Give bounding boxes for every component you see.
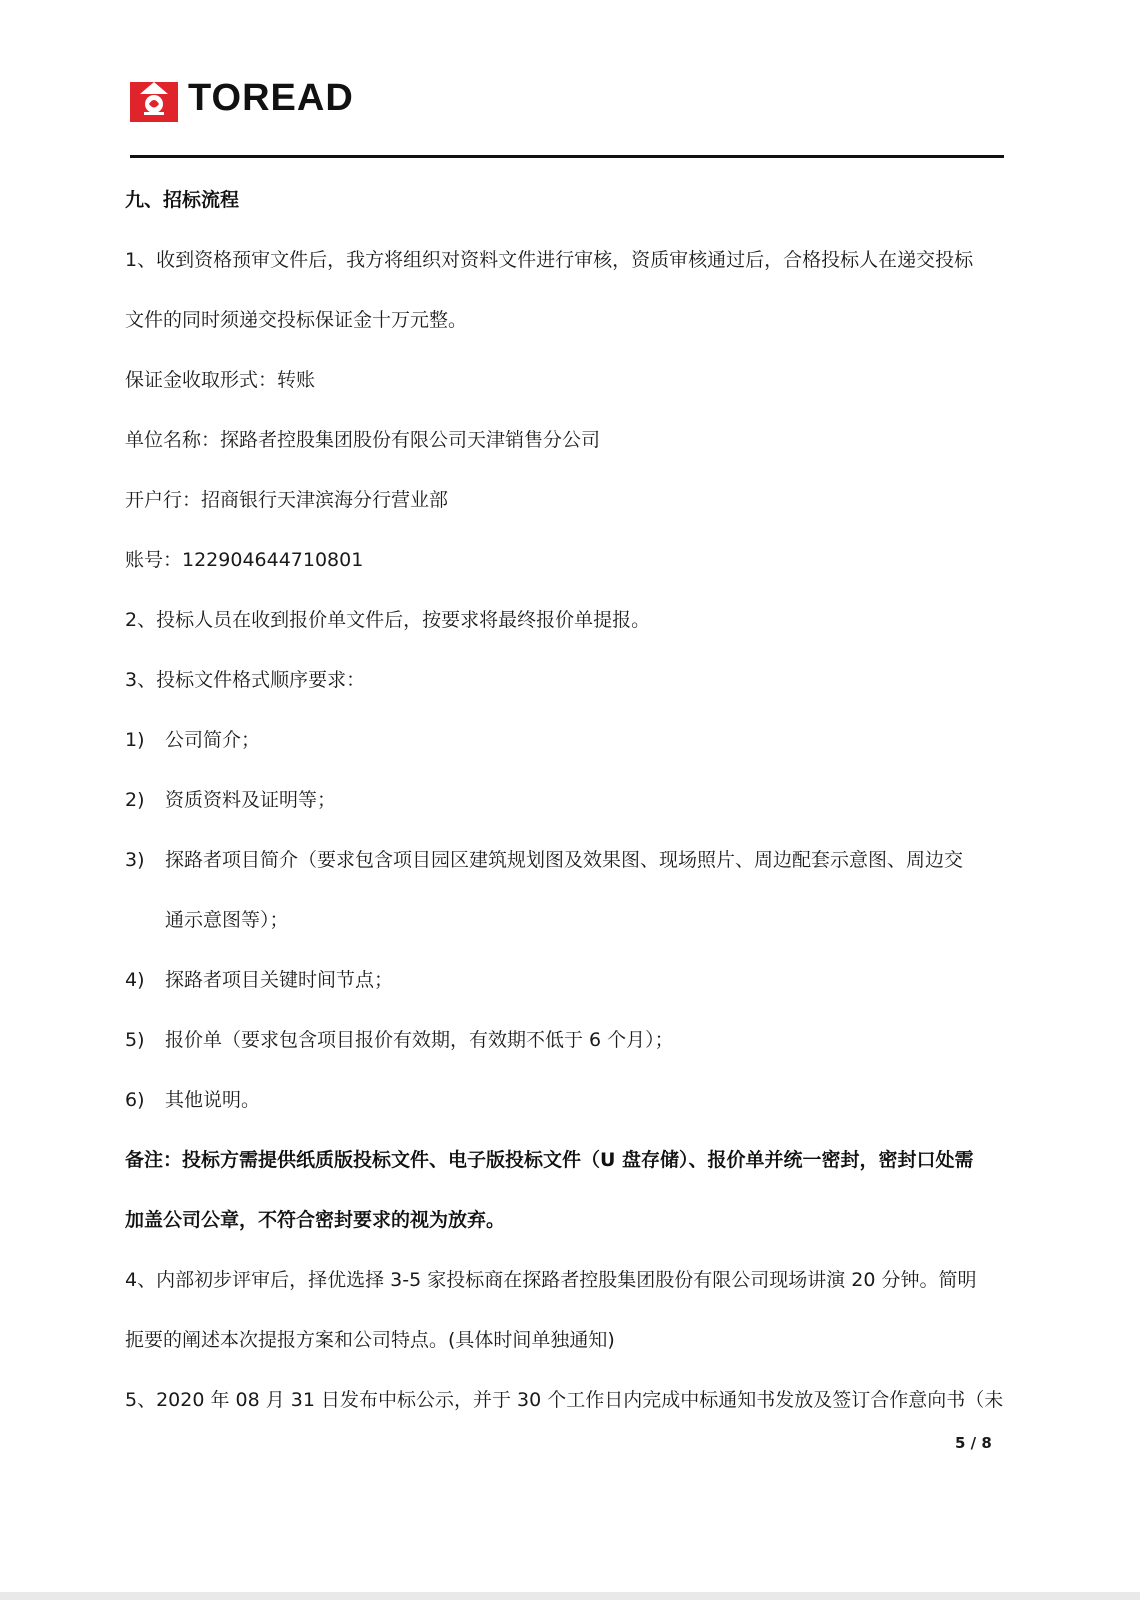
list-item xyxy=(125,710,1025,770)
list-item-number: 5) xyxy=(125,1029,145,1051)
list-item xyxy=(125,1070,1025,1130)
paragraph-4-line-1: 4、内部初步评审后，择优选择 3-5 家投标商在探路者控股集团股份有限公司现场讲演 20 分钟。简明 xyxy=(125,1269,977,1291)
list-item xyxy=(125,770,1025,830)
list-item-number: 3) xyxy=(125,849,145,871)
page-number: 5 / 8 xyxy=(955,1434,992,1452)
header-divider xyxy=(130,155,1004,158)
toread-logo xyxy=(130,74,354,122)
paragraph-2: 2、投标人员在收到报价单文件后，按要求将最终报价单提报。 xyxy=(125,609,651,631)
company-name: 单位名称：探路者控股集团股份有限公司天津销售分公司 xyxy=(125,429,601,451)
list-item xyxy=(125,830,1025,890)
list-item-number: 2) xyxy=(125,789,145,811)
list-item-text: 探路者项目简介（要求包含项目园区建筑规划图及效果图、现场照片、周边配套示意图、周边交 xyxy=(165,849,964,871)
toread-logo-mark-icon xyxy=(130,74,178,122)
list-item xyxy=(125,950,1025,1010)
paragraph-1-line-2: 文件的同时须递交投标保证金十万元整。 xyxy=(125,309,468,331)
paragraph-5-line-1: 5、2020 年 08 月 31 日发布中标公示，并于 30 个工作日内完成中标通知书发放及签订合作意向书（未 xyxy=(125,1389,1004,1411)
logo-wordmark: TOREAD xyxy=(188,77,354,119)
list-item-text: 其他说明。 xyxy=(165,1089,261,1111)
paragraph-1-line-1: 1、收到资格预审文件后，我方将组织对资料文件进行审核，资质审核通过后，合格投标人在递交投标 xyxy=(125,249,974,271)
list-item xyxy=(125,1010,1025,1070)
list-item-text: 探路者项目关键时间节点； xyxy=(165,969,394,991)
list-item-text: 报价单（要求包含项目报价有效期，有效期不低于 6 个月）； xyxy=(165,1029,674,1051)
list-item-text: 资质资料及证明等； xyxy=(165,789,337,811)
bank-name: 开户行：招商银行天津滨海分行营业部 xyxy=(125,489,449,511)
list-item-text: 公司简介； xyxy=(165,729,261,751)
paragraph-4-line-2: 扼要的阐述本次提报方案和公司特点。(具体时间单独通知) xyxy=(125,1329,615,1351)
note-line-2: 加盖公司公章，不符合密封要求的视为放弃。 xyxy=(125,1209,506,1231)
paragraph-3: 3、投标文件格式顺序要求： xyxy=(125,669,366,691)
section-title: 九、招标流程 xyxy=(125,189,240,211)
list-item-number: 1) xyxy=(125,729,145,751)
note-line-1: 备注：投标方需提供纸质版投标文件、电子版投标文件（U 盘存储）、报价单并统一密封，密封口处需 xyxy=(125,1149,974,1171)
document-body xyxy=(125,170,1025,1430)
account-number: 账号：122904644710801 xyxy=(125,549,364,571)
page-bottom-edge xyxy=(0,1592,1140,1600)
list-item-number: 6) xyxy=(125,1089,145,1111)
deposit-form: 保证金收取形式：转账 xyxy=(125,369,316,391)
list-item-number: 4) xyxy=(125,969,145,991)
list-item-continuation: 通示意图等）； xyxy=(165,909,289,931)
